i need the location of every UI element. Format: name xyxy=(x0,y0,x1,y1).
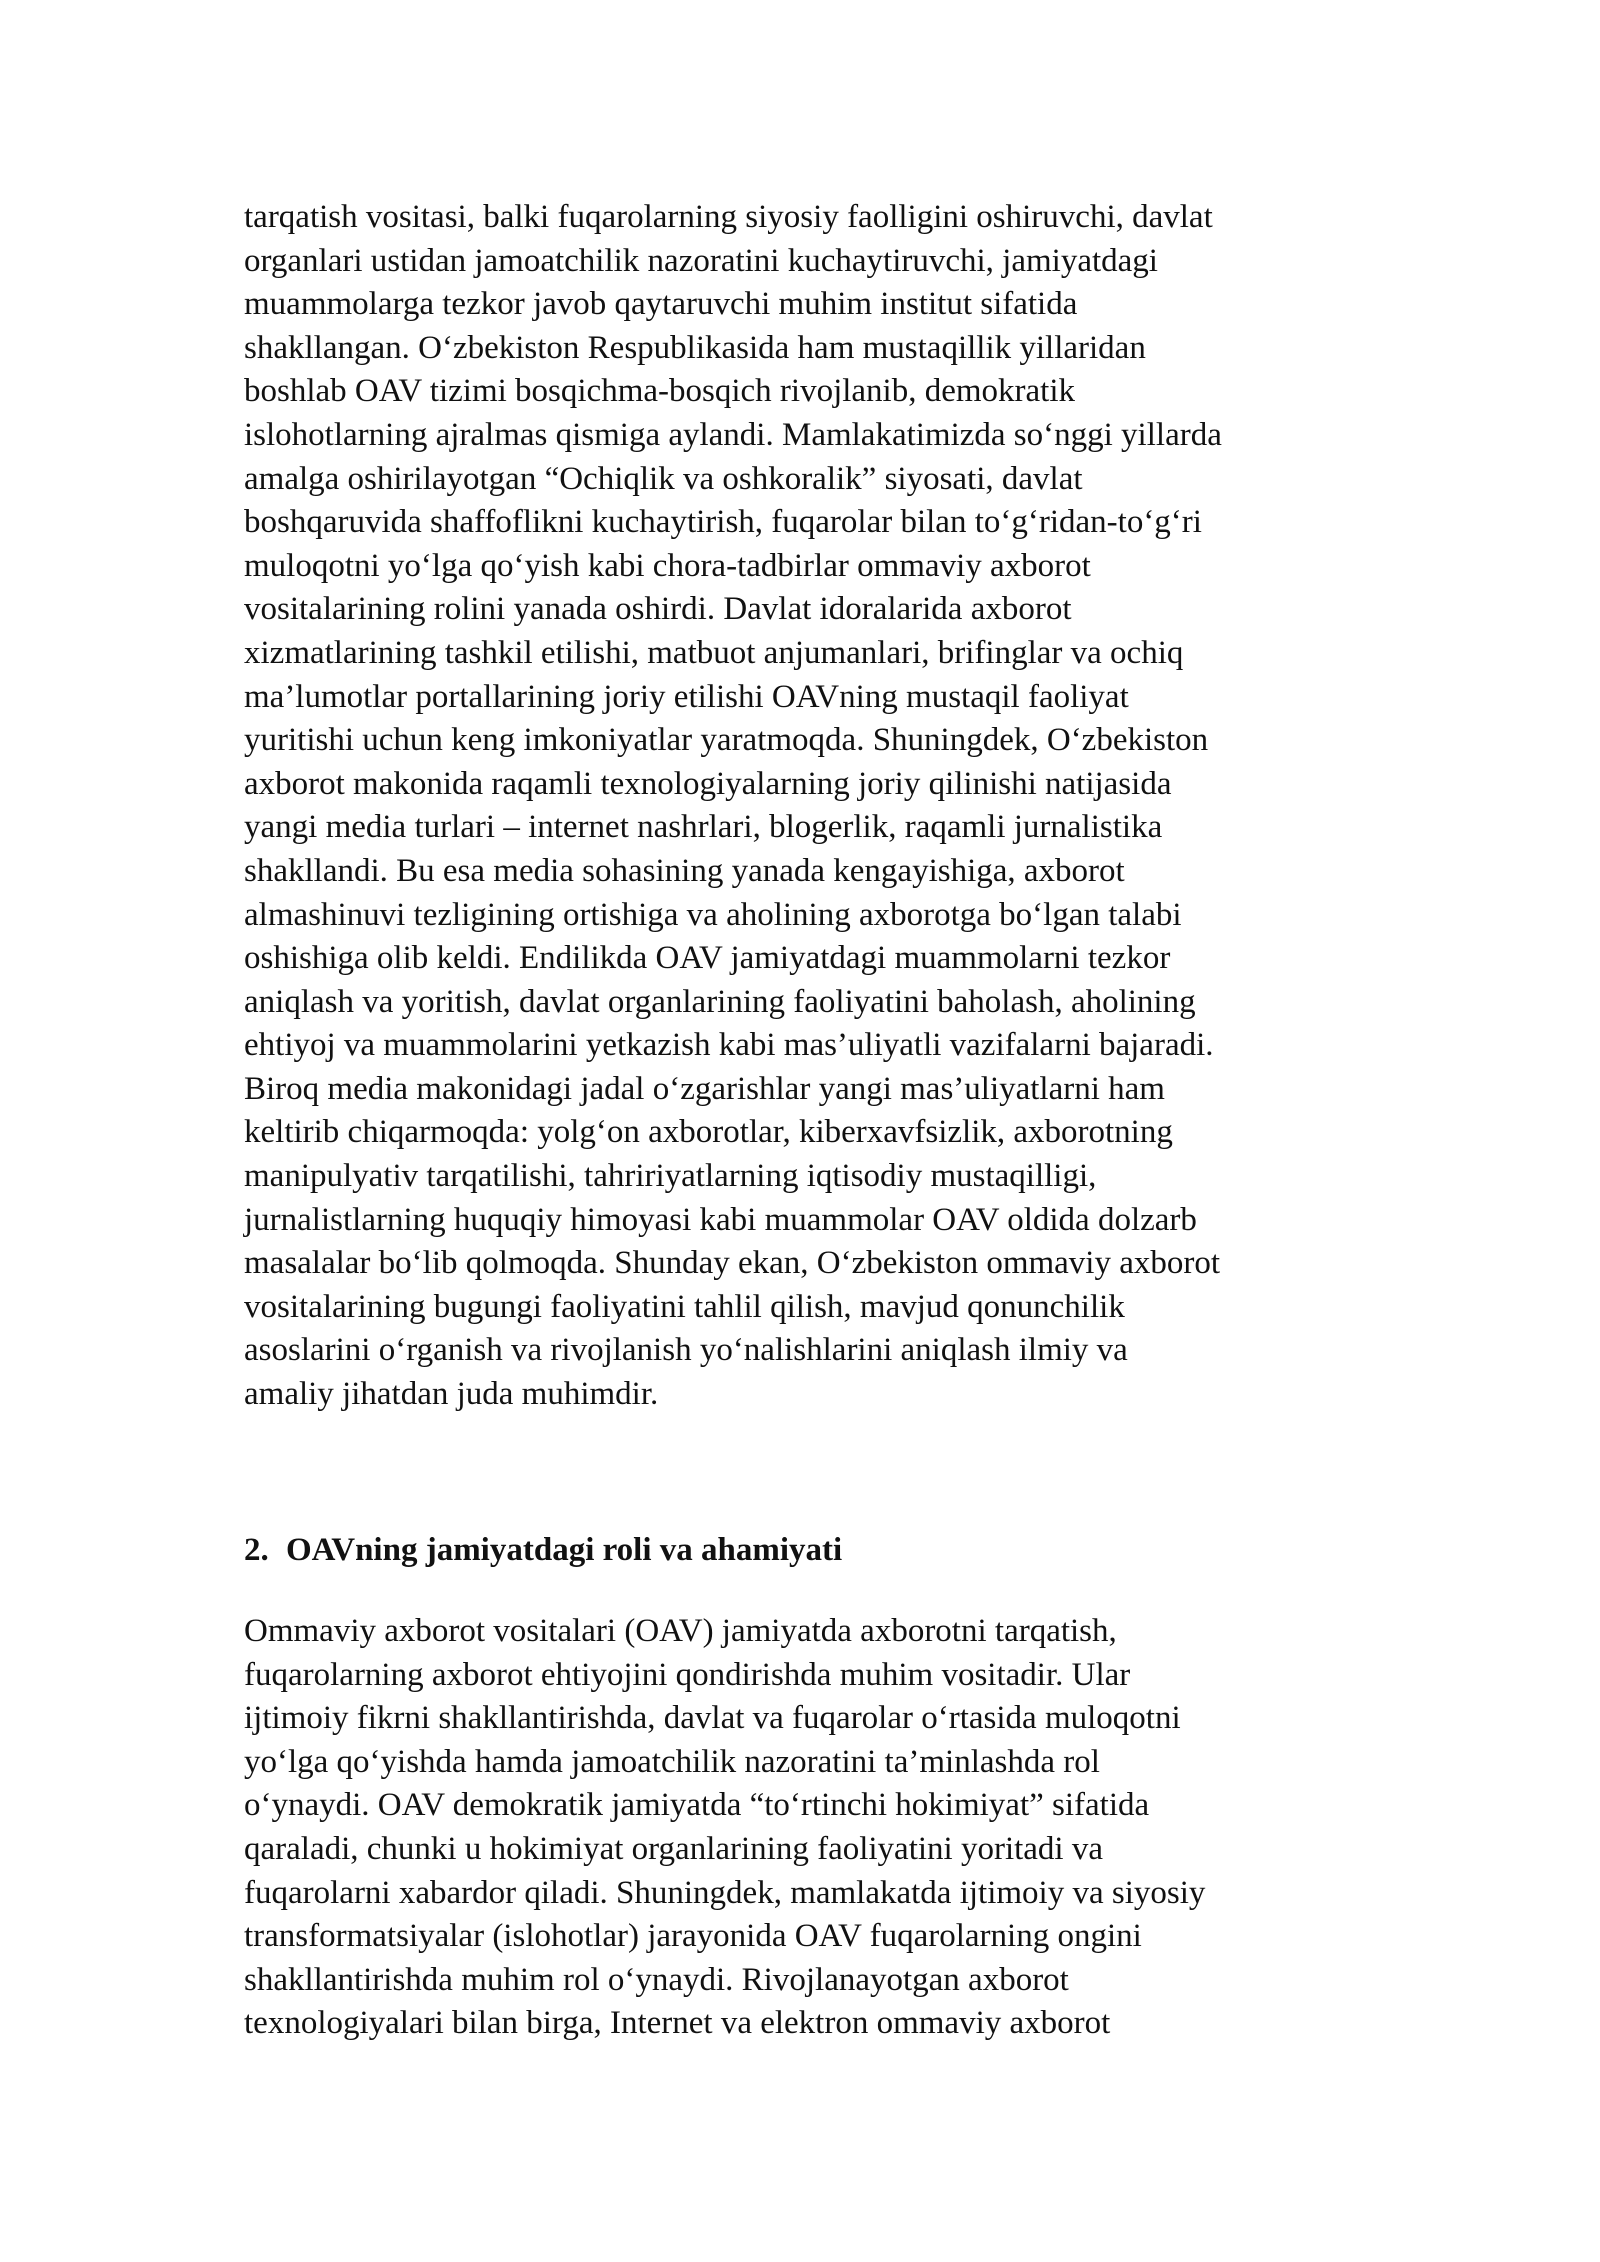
text-line: muloqotni yo‘lga qo‘yish kabi chora-tadbirlar ommaviy axborot xyxy=(244,547,1091,584)
text-line: fuqarolarning axborot ehtiyojini qondirishda muhim vositadir. Ular xyxy=(244,1656,1131,1693)
text-line: axborot makonida raqamli texnologiyalarning joriy qilinishi natijasida xyxy=(244,765,1172,802)
text-line: aniqlash va yoritish, davlat organlarining faoliyatini baholash, aholining xyxy=(244,983,1196,1020)
text-line: qaraladi, chunki u hokimiyat organlarining faoliyatini yoritadi va xyxy=(244,1830,1103,1867)
text-line: vositalarining bugungi faoliyatini tahlil qilish, mavjud qonunchilik xyxy=(244,1288,1125,1325)
body-paragraph-1 xyxy=(244,196,1384,1417)
text-line: almashinuvi tezligining ortishiga va aholining axborotga bo‘lgan talabi xyxy=(244,896,1182,933)
section-number: 2. xyxy=(244,1532,269,1568)
text-line: islohotlarning ajralmas qismiga aylandi. Mamlakatimizda so‘nggi yillarda xyxy=(244,416,1222,453)
text-line: muammolarga tezkor javob qaytaruvchi muhim institut sifatida xyxy=(244,286,1078,323)
text-line: shakllandi. Bu esa media sohasining yanada kengayishiga, axborot xyxy=(244,852,1125,889)
text-line: texnologiyalari bilan birga, Internet va elektron ommaviy axborot xyxy=(244,2005,1111,2042)
text-line: vositalarining rolini yanada oshirdi. Davlat idoralarida axborot xyxy=(244,591,1072,628)
text-line: boshqaruvida shaffoflikni kuchaytirish, fuqarolar bilan to‘g‘ridan-to‘g‘ri xyxy=(244,504,1202,541)
body-paragraph-2 xyxy=(244,1610,1384,2046)
section-heading xyxy=(244,1528,842,1572)
text-line: amalga oshirilayotgan “Ochiqlik va oshkoralik” siyosati, davlat xyxy=(244,460,1083,497)
text-line: keltirib chiqarmoqda: yolg‘on axborotlar, kiberxavfsizlik, axborotning xyxy=(244,1114,1173,1151)
text-line: amaliy jihatdan juda muhimdir. xyxy=(244,1376,659,1413)
text-line: Ommaviy axborot vositalari (OAV) jamiyatda axborotni tarqatish, xyxy=(244,1613,1117,1649)
text-line: yuritishi uchun keng imkoniyatlar yaratmoqda. Shuningdek, O‘zbekiston xyxy=(244,722,1209,759)
text-line: fuqarolarni xabardor qiladi. Shuningdek, mamlakatda ijtimoiy va siyosiy xyxy=(244,1874,1206,1911)
text-line: Biroq media makonidagi jadal o‘zgarishlar yangi mas’uliyatlarni ham xyxy=(244,1070,1165,1107)
text-line: ma’lumotlar portallarining joriy etilishi OAVning mustaqil faoliyat xyxy=(244,678,1129,715)
text-line: tarqatish vositasi, balki fuqarolarning siyosiy faolligini oshiruvchi, davlat xyxy=(244,199,1213,235)
text-line: ehtiyoj va muammolarini yetkazish kabi mas’uliyatli vazifalarni bajaradi. xyxy=(244,1027,1214,1064)
text-line: boshlab OAV tizimi bosqichma-bosqich rivojlanib, demokratik xyxy=(244,373,1076,410)
text-line: jurnalistlarning huquqiy himoyasi kabi muammolar OAV oldida dolzarb xyxy=(244,1201,1197,1238)
text-line: organlari ustidan jamoatchilik nazoratini kuchaytiruvchi, jamiyatdagi xyxy=(244,242,1158,279)
text-line: asoslarini o‘rganish va rivojlanish yo‘nalishlarini aniqlash ilmiy va xyxy=(244,1332,1128,1369)
text-line: xizmatlarining tashkil etilishi, matbuot anjumanlari, brifinglar va ochiq xyxy=(244,634,1184,671)
text-line: o‘ynaydi. OAV demokratik jamiyatda “to‘rtinchi hokimiyat” sifatida xyxy=(244,1787,1150,1824)
text-line: yo‘lga qo‘yishda hamda jamoatchilik nazoratini ta’minlashda rol xyxy=(244,1743,1100,1780)
section-title: OAVning jamiyatdagi roli va ahamiyati xyxy=(286,1532,843,1568)
text-line: masalalar bo‘lib qolmoqda. Shunday ekan, O‘zbekiston ommaviy axborot xyxy=(244,1245,1221,1282)
text-line: shakllangan. O‘zbekiston Respublikasida ham mustaqillik yillaridan xyxy=(244,329,1146,366)
text-line: ijtimoiy fikrni shakllantirishda, davlat va fuqarolar o‘rtasida muloqotni xyxy=(244,1700,1181,1737)
text-line: manipulyativ tarqatilishi, tahririyatlarning iqtisodiy mustaqilligi, xyxy=(244,1158,1097,1195)
text-line: shakllantirishda muhim rol o‘ynaydi. Rivojlanayotgan axborot xyxy=(244,1961,1069,1998)
text-line: yangi media turlari – internet nashrlari, blogerlik, raqamli jurnalistika xyxy=(244,809,1163,846)
text-line: oshishiga olib keldi. Endilikda OAV jamiyatdagi muammolarni tezkor xyxy=(244,940,1171,977)
text-line: transformatsiyalar (islohotlar) jarayonida OAV fuqarolarning ongini xyxy=(244,1918,1142,1955)
